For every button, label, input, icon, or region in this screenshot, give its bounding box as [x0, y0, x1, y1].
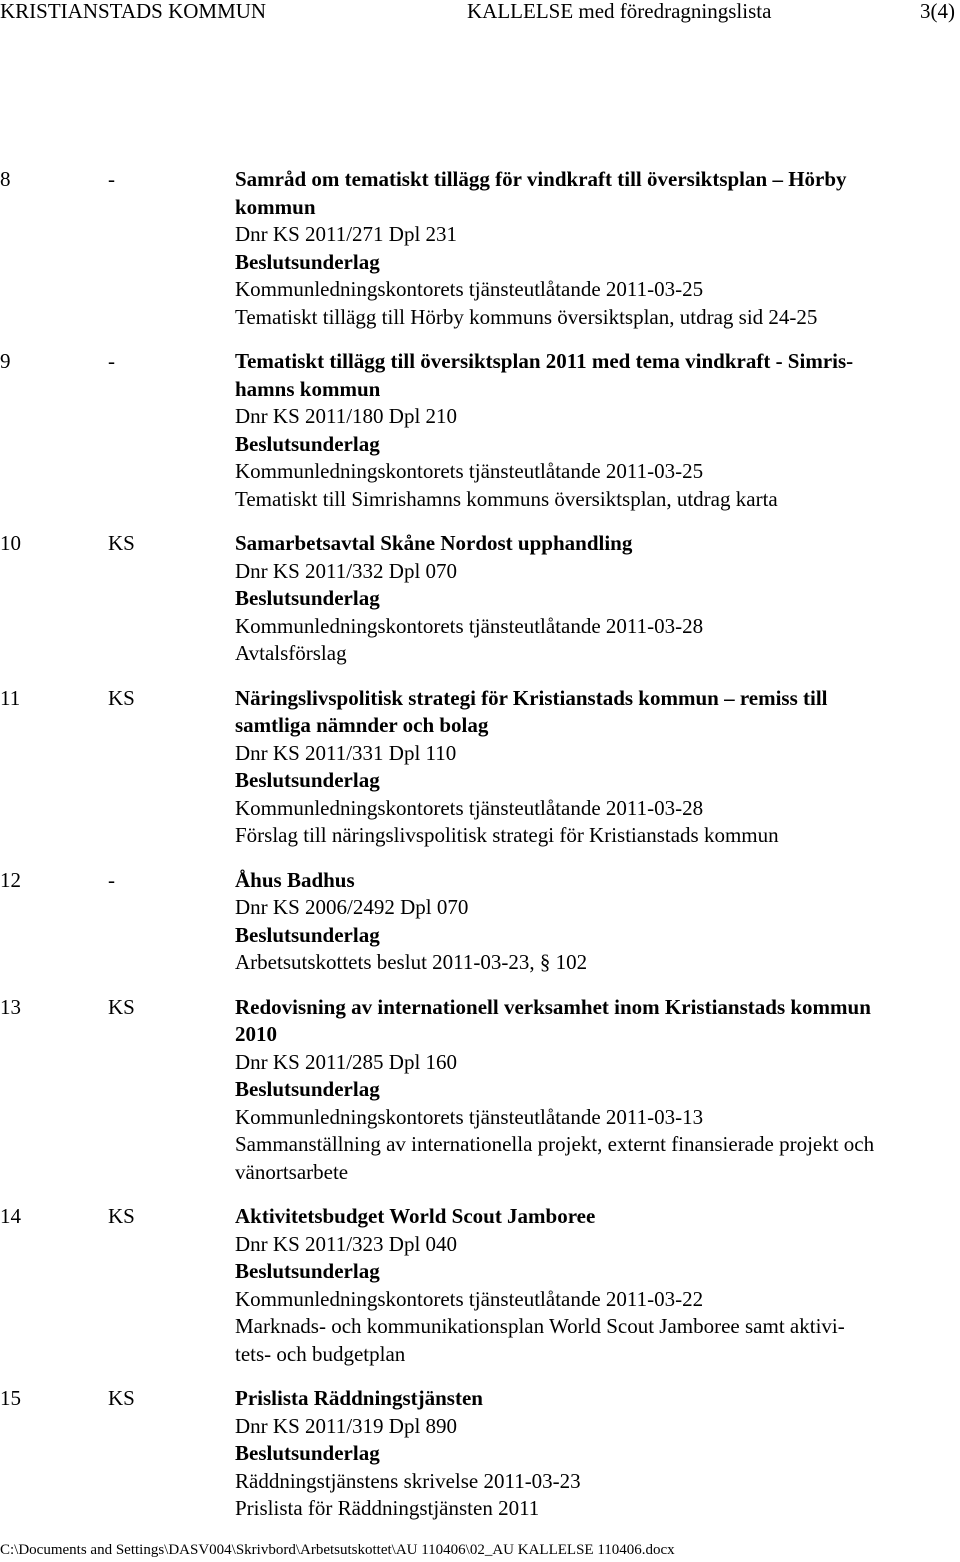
item-title: kommun: [235, 194, 316, 219]
item-title: Samarbetsavtal Skåne Nordost upphandling: [235, 531, 633, 555]
item-title: hamns kommun: [235, 376, 381, 401]
supporting-document: Avtalsförslag: [235, 641, 347, 665]
item-diary-number: Dnr KS 2011/285 Dpl 160: [235, 1049, 458, 1074]
supporting-document: Arbetsutskottets beslut 2011-03-23, § 102: [235, 950, 588, 974]
item-unit: KS: [108, 531, 135, 555]
item-body: [235, 1203, 960, 1368]
decision-basis-heading: Beslutsunderlag: [235, 431, 380, 456]
agenda-item: [0, 348, 960, 513]
item-unit: KS: [108, 1204, 135, 1228]
supporting-document: Kommunledningskontorets tjänsteutlåtande 2011-03-28: [235, 795, 704, 820]
item-title: samtliga nämnder och bolag: [235, 713, 489, 737]
item-diary-number: Dnr KS 2011/323 Dpl 040: [235, 1231, 458, 1256]
item-title: Samråd om tematiskt tillägg för vindkraft till översiktsplan – Hörby: [235, 167, 847, 191]
item-diary-number: Dnr KS 2011/319 Dpl 890: [235, 1413, 458, 1438]
item-body: [235, 530, 960, 668]
decision-basis-heading: Beslutsunderlag: [235, 922, 380, 947]
page-header: [0, 0, 960, 24]
supporting-document: Tematiskt tillägg till Hörby kommuns översiktsplan, utdrag sid 24-25: [235, 304, 818, 329]
agenda-item: [0, 685, 960, 850]
item-body: [235, 867, 960, 977]
document-title: KALLELSE med föredragningslista: [467, 0, 772, 23]
item-unit: KS: [108, 685, 135, 710]
decision-basis-heading: Beslutsunderlag: [235, 768, 380, 792]
item-title: Näringslivspolitisk strategi för Kristianstads kommun – remiss till: [235, 685, 828, 710]
item-diary-number: Dnr KS 2011/271 Dpl 231: [235, 222, 458, 246]
supporting-document: Förslag till näringslivspolitisk strategi för Kristianstads kommun: [235, 823, 779, 847]
supporting-document: Tematiskt till Simrishamns kommuns översiktsplan, utdrag karta: [235, 486, 778, 511]
item-number: 11: [0, 685, 21, 710]
item-title: Aktivitetsbudget World Scout Jamboree: [235, 1204, 596, 1228]
supporting-document: Kommunledningskontorets tjänsteutlåtande 2011-03-28: [235, 613, 704, 638]
item-title: Åhus Badhus: [235, 867, 355, 892]
item-title: 2010: [235, 1022, 277, 1046]
item-body: [235, 685, 960, 850]
item-diary-number: Dnr KS 2006/2492 Dpl 070: [235, 895, 469, 919]
supporting-document: Kommunledningskontorets tjänsteutlåtande 2011-03-13: [235, 1104, 704, 1129]
supporting-document: tets- och budgetplan: [235, 1341, 406, 1366]
item-number: 9: [0, 349, 11, 373]
supporting-document: Räddningstjänstens skrivelse 2011-03-23: [235, 1468, 581, 1493]
item-body: [235, 1385, 960, 1523]
item-body: [235, 348, 960, 513]
item-body: [235, 166, 960, 331]
item-title: Prislista Räddningstjänsten: [235, 1386, 483, 1410]
decision-basis-heading: Beslutsunderlag: [235, 586, 380, 610]
item-title: Redovisning av internationell verksamhet inom Kristianstads kommun: [235, 994, 871, 1019]
agenda-list: [0, 166, 960, 1540]
decision-basis-heading: Beslutsunderlag: [235, 249, 380, 274]
agenda-item: [0, 867, 960, 977]
supporting-document: Kommunledningskontorets tjänsteutlåtande 2011-03-25: [235, 277, 704, 301]
item-number: 13: [0, 994, 21, 1019]
supporting-document: vänortsarbete: [235, 1159, 349, 1184]
item-diary-number: Dnr KS 2011/331 Dpl 110: [235, 740, 457, 765]
page-number: 3(4): [920, 0, 955, 23]
supporting-document: Kommunledningskontorets tjänsteutlåtande 2011-03-22: [235, 1286, 704, 1311]
item-body: [235, 994, 960, 1187]
item-diary-number: Dnr KS 2011/180 Dpl 210: [235, 404, 458, 428]
item-number: 15: [0, 1386, 21, 1410]
item-unit: KS: [108, 994, 135, 1019]
item-number: 8: [0, 167, 11, 191]
agenda-item: [0, 1385, 960, 1523]
item-unit: -: [108, 867, 115, 892]
decision-basis-heading: Beslutsunderlag: [235, 1259, 380, 1283]
supporting-document: Marknads- och kommunikationsplan World Scout Jamboree samt aktivi-: [235, 1314, 845, 1338]
file-path-footer: C:\Documents and Settings\DASV004\Skrivbord\Arbetsutskottet\AU 110406\02_AU KALLELSE 110406.docx: [0, 1542, 675, 1558]
municipality-name: KRISTIANSTADS KOMMUN: [0, 0, 267, 23]
decision-basis-heading: Beslutsunderlag: [235, 1077, 380, 1101]
item-number: 10: [0, 531, 21, 555]
supporting-document: Sammanställning av internationella projekt, externt finansierade projekt och: [235, 1132, 875, 1156]
item-number: 12: [0, 867, 21, 892]
item-title: Tematiskt tillägg till översiktsplan 2011 med tema vindkraft - Simris-: [235, 349, 854, 373]
supporting-document: Prislista för Räddningstjänsten 2011: [235, 1496, 540, 1520]
item-unit: -: [108, 349, 115, 373]
agenda-item: [0, 994, 960, 1187]
item-number: 14: [0, 1204, 21, 1228]
item-diary-number: Dnr KS 2011/332 Dpl 070: [235, 558, 458, 583]
item-unit: -: [108, 167, 115, 191]
item-unit: KS: [108, 1386, 135, 1410]
decision-basis-heading: Beslutsunderlag: [235, 1441, 380, 1465]
agenda-item: [0, 1203, 960, 1368]
supporting-document: Kommunledningskontorets tjänsteutlåtande 2011-03-25: [235, 459, 704, 483]
agenda-item: [0, 166, 960, 331]
agenda-item: [0, 530, 960, 668]
